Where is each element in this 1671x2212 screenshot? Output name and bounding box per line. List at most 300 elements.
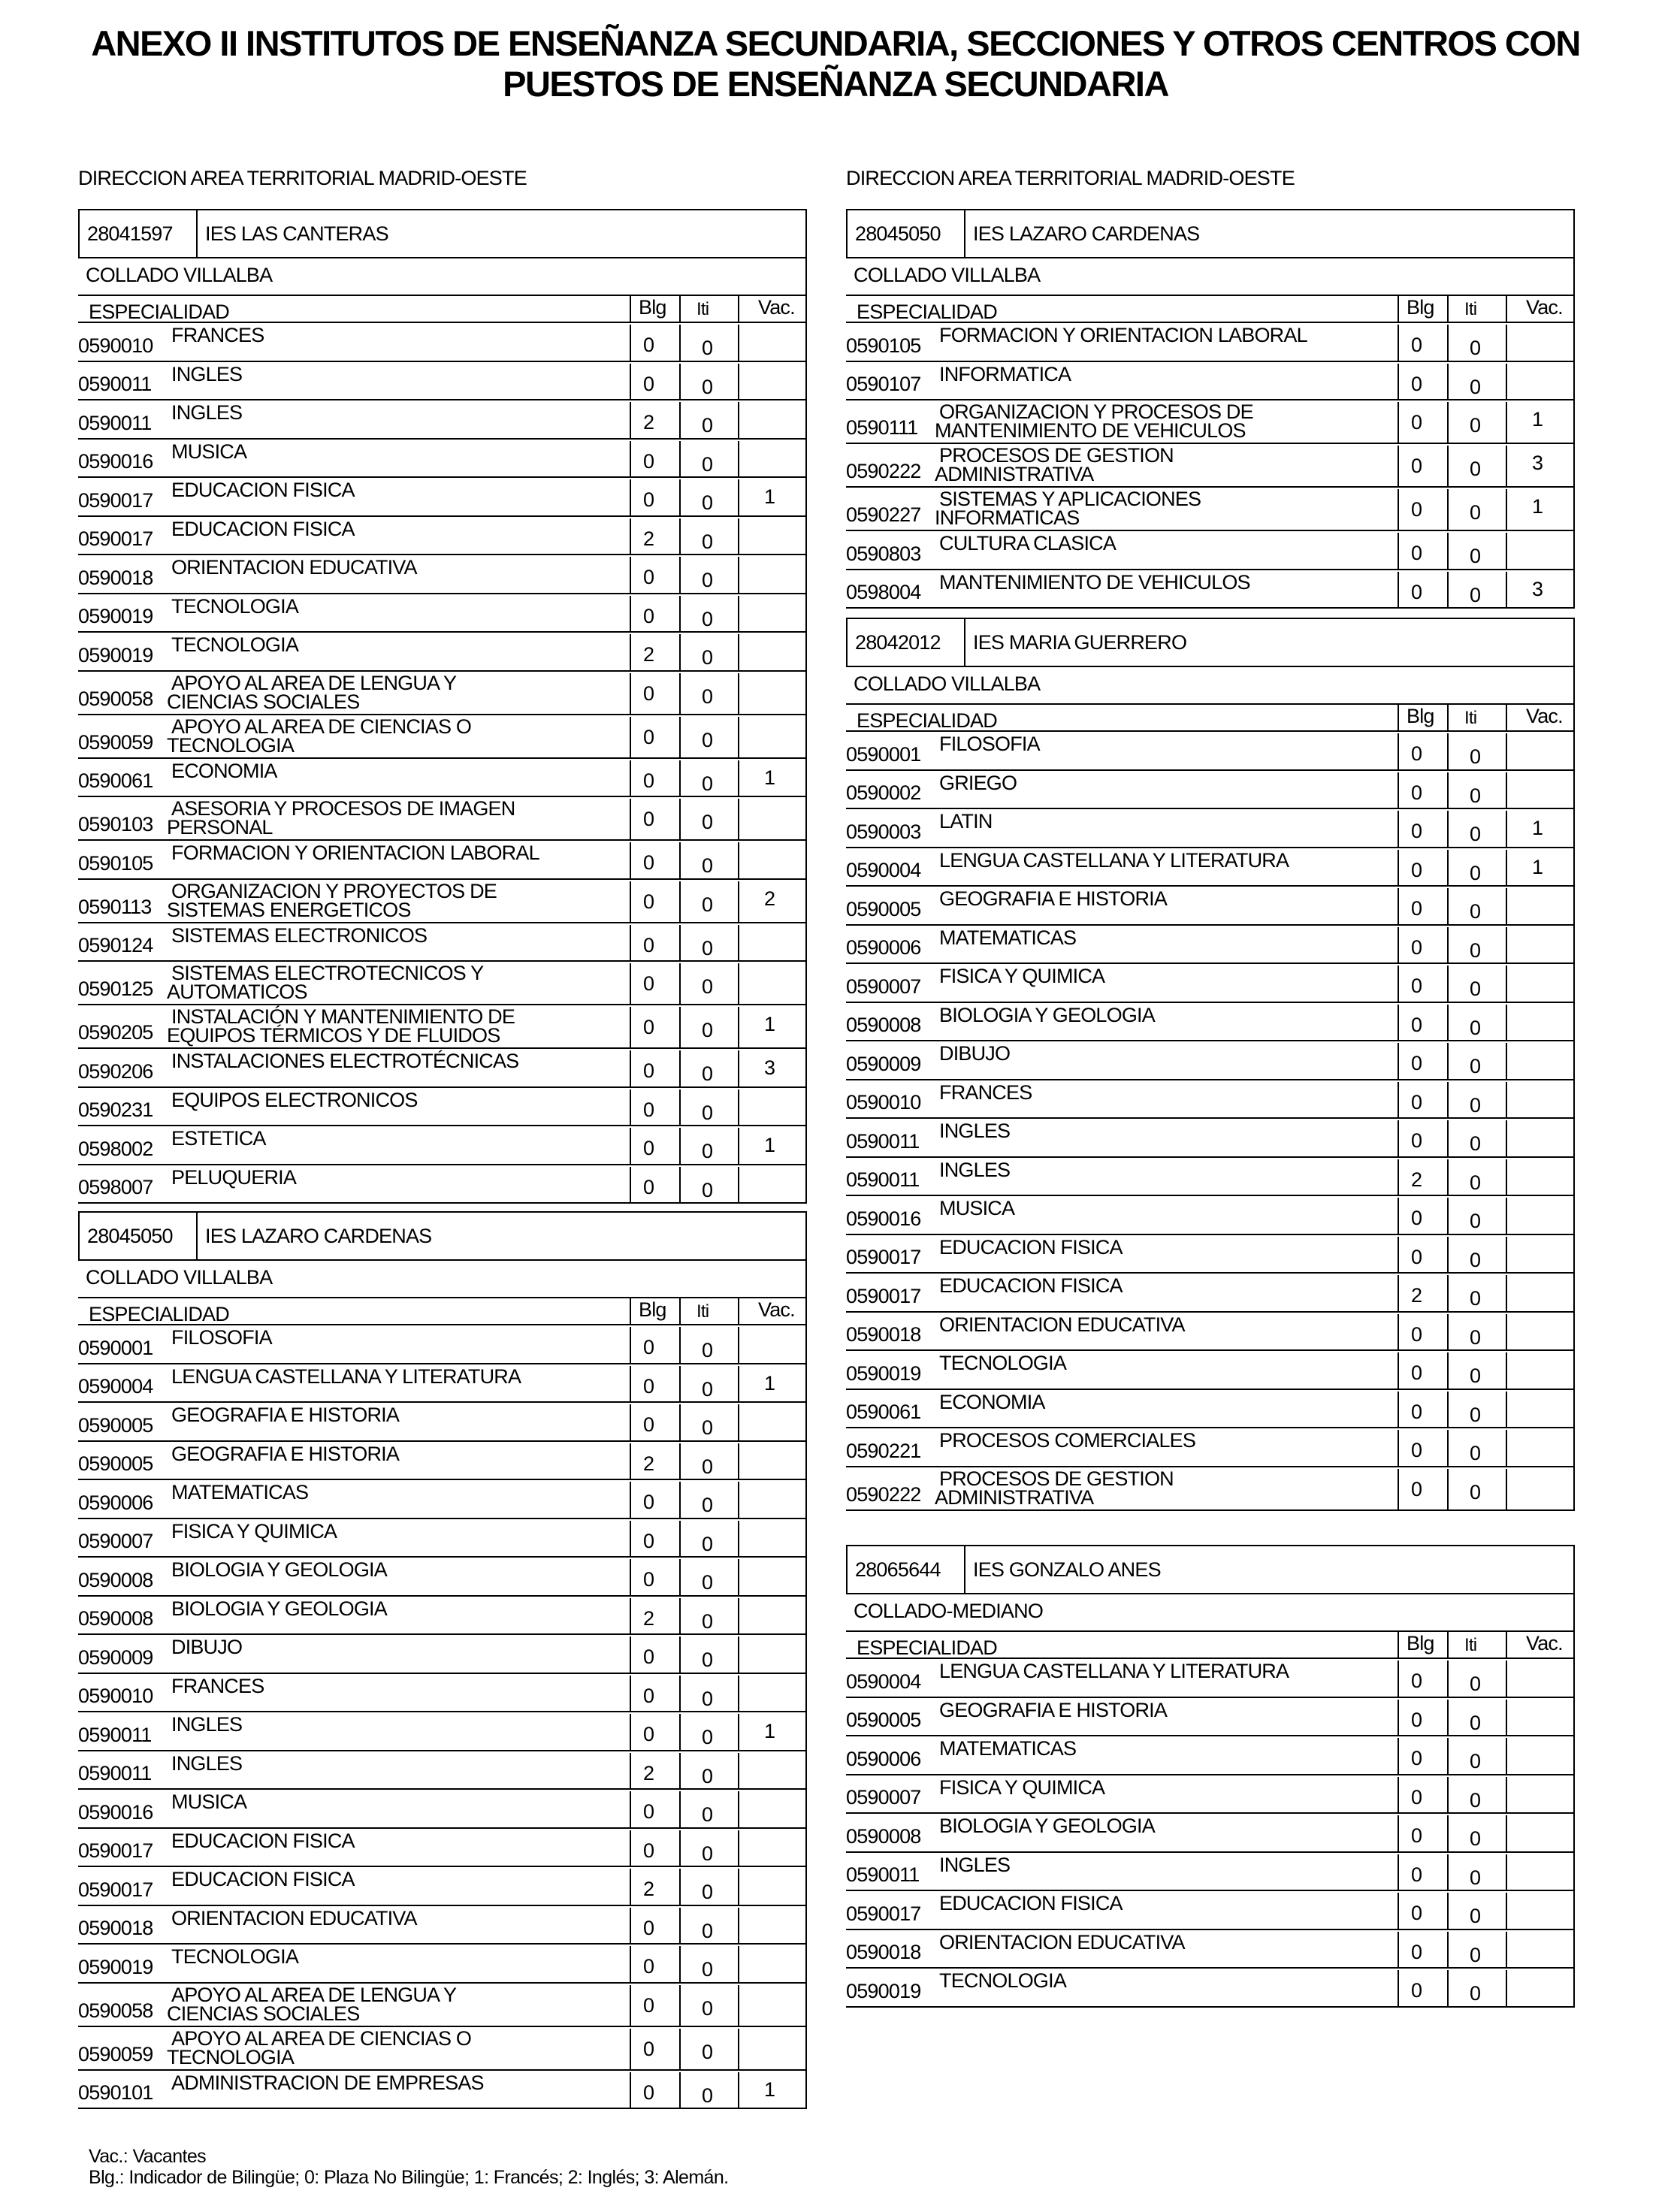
iti-value: 0: [1470, 1905, 1481, 1927]
divider: [738, 673, 739, 714]
iti-value: 0: [702, 1339, 713, 1361]
divider: [630, 1007, 631, 1047]
blg-value: 0: [643, 1336, 654, 1358]
direccion-label: DIRECCION AREA TERRITORIAL MADRID-OESTE: [846, 167, 1295, 189]
divider: [1398, 772, 1399, 808]
table-row: [846, 964, 1575, 1003]
divider: [738, 296, 739, 323]
especialidad-code: 0590005: [78, 1452, 153, 1475]
table-row: [78, 672, 807, 715]
center-name: IES LAZARO CARDENAS: [205, 1225, 432, 1247]
blg-value: 0: [643, 890, 654, 913]
blg-value: 0: [643, 1059, 654, 1082]
especialidad-name-cont: PERSONAL: [167, 816, 273, 839]
divider: [679, 1830, 681, 1866]
blg-value: 0: [1411, 1979, 1422, 2002]
vac-value: 1: [764, 1013, 775, 1035]
divider: [738, 1089, 739, 1126]
divider: [1447, 811, 1449, 847]
divider: [1447, 325, 1449, 361]
legend-bilingue: Blg.: Indicador de Bilingüe; 0: Plaza No Bilingüe; 1: Francés; 2: Inglés; 3: Alemán.: [89, 2167, 729, 2188]
especialidad-name: INFORMATICA: [939, 362, 1071, 385]
header-vac: Vac.: [758, 296, 795, 319]
vac-value: 3: [1532, 452, 1543, 474]
especialidad-name: APOYO AL AREA DE LENGUA Y: [171, 1983, 457, 2006]
divider: [679, 1521, 681, 1557]
divider: [679, 842, 681, 878]
especialidad-name-cont: MANTENIMIENTO DE VEHICULOS: [935, 419, 1246, 442]
divider: [1573, 323, 1575, 362]
divider: [738, 842, 739, 878]
blg-value: 0: [1411, 1400, 1422, 1423]
divider: [1447, 1932, 1449, 1968]
header-vac: Vac.: [1526, 705, 1563, 727]
especialidad-name: MUSICA: [171, 440, 247, 463]
divider: [738, 479, 739, 515]
especialidad-name: SISTEMAS ELECTROTECNICOS Y: [171, 962, 484, 984]
especialidad-name: GEOGRAFIA E HISTORIA: [939, 887, 1168, 910]
iti-value: 0: [1470, 1287, 1481, 1310]
especialidad-name: ORIENTACION EDUCATIVA: [939, 1313, 1185, 1336]
divider: [1573, 362, 1575, 401]
especialidad-name: PROCESOS DE GESTION: [939, 444, 1174, 467]
especialidad-name: INGLES: [171, 401, 243, 424]
divider: [1398, 1893, 1399, 1929]
especialidad-code: 0590061: [846, 1401, 921, 1423]
title-line-1: ANEXO II INSTITUTOS DE ENSEÑANZA SECUNDARIA, SECCIONES Y OTROS CENTROS CON: [91, 23, 1580, 63]
divider: [805, 1558, 807, 1597]
divider: [1506, 1430, 1507, 1466]
divider: [805, 400, 807, 440]
blg-value: 2: [643, 1878, 654, 1900]
divider: [1573, 705, 1575, 732]
especialidad-code: 0590059: [78, 730, 153, 754]
blg-value: 0: [643, 488, 654, 511]
especialidad-name: EDUCACION FISICA: [939, 1892, 1123, 1914]
especialidad-code: 0590011: [846, 1863, 920, 1886]
especialidad-code: 0590061: [78, 769, 153, 792]
divider: [738, 1869, 739, 1905]
divider: [630, 1443, 631, 1479]
especialidad-name: APOYO AL AREA DE CIENCIAS O: [171, 715, 472, 738]
vac-value: 2: [764, 887, 775, 910]
divider: [1506, 1352, 1507, 1389]
table-row: [846, 1659, 1575, 1698]
table-row: [78, 880, 807, 923]
divider: [1573, 809, 1575, 848]
blg-value: 2: [1411, 1284, 1422, 1307]
especialidad-name: MATEMATICAS: [939, 926, 1077, 949]
table-row: [78, 1519, 807, 1558]
especialidad-code: 0590009: [78, 1645, 153, 1669]
especialidad-code: 0590005: [846, 1709, 921, 1731]
especialidad-name: DIBUJO: [171, 1636, 243, 1658]
blg-value: 0: [1411, 975, 1422, 997]
divider: [738, 717, 739, 757]
locality-name: COLLADO VILLALBA: [86, 264, 273, 286]
header-especialidad: ESPECIALIDAD: [89, 301, 229, 323]
especialidad-code: 0590002: [846, 781, 921, 804]
blg-value: 0: [1411, 1902, 1422, 1924]
divider: [1573, 1390, 1575, 1429]
divider: [679, 1753, 681, 1789]
table-row: [846, 1003, 1575, 1042]
divider: [630, 717, 631, 757]
divider: [1447, 1469, 1449, 1509]
especialidad-name: INGLES: [939, 1853, 1011, 1876]
especialidad-code: 0590017: [846, 1284, 921, 1307]
blg-value: 0: [643, 1800, 654, 1823]
iti-value: 0: [702, 2040, 713, 2063]
divider: [679, 634, 681, 670]
divider: [1506, 1661, 1507, 1697]
divider: [679, 1946, 681, 1982]
especialidad-name: BIOLOGIA Y GEOLOGIA: [171, 1558, 387, 1581]
header-blg: Blg: [639, 296, 666, 319]
table-row: [846, 1158, 1575, 1197]
especialidad-name: LENGUA CASTELLANA Y LITERATURA: [939, 1660, 1289, 1682]
table-row: [78, 1165, 807, 1204]
divider: [738, 1676, 739, 1712]
divider: [1573, 1969, 1575, 2008]
blg-value: 0: [1411, 334, 1422, 356]
blg-value: 0: [1411, 1207, 1422, 1229]
blg-value: 0: [643, 1993, 654, 2017]
blg-value: 0: [1411, 1439, 1422, 1461]
divider: [738, 1908, 739, 1944]
iti-value: 0: [1470, 545, 1481, 567]
divider: [1506, 965, 1507, 1002]
iti-value: 0: [1470, 1248, 1481, 1271]
especialidad-code: 0590124: [78, 934, 153, 956]
divider: [1573, 1119, 1575, 1158]
iti-value: 0: [702, 452, 713, 476]
center-name: IES LAZARO CARDENAS: [973, 222, 1200, 245]
table-row: [78, 1480, 807, 1519]
divider: [1573, 1775, 1575, 1815]
center-code: 28045050: [87, 1225, 173, 1247]
divider: [679, 799, 681, 839]
divider: [738, 1521, 739, 1557]
blg-value: 0: [643, 1016, 654, 1038]
divider: [805, 517, 807, 556]
table-header: [846, 705, 1575, 732]
divider: [1447, 1082, 1449, 1118]
especialidad-code: 0590004: [846, 859, 921, 881]
divider: [630, 925, 631, 961]
divider: [738, 1327, 739, 1363]
divider: [1398, 1314, 1399, 1350]
divider: [78, 2108, 807, 2109]
vac-value: 1: [764, 766, 775, 789]
especialidad-name: INSTALACIONES ELECTROTÉCNICAS: [171, 1050, 519, 1072]
table-row: [78, 594, 807, 633]
iti-value: 0: [702, 1416, 713, 1439]
iti-value: 0: [1470, 1325, 1481, 1349]
divider: [1573, 926, 1575, 965]
especialidad-name-cont: AUTOMATICOS: [167, 981, 307, 1003]
divider: [805, 478, 807, 517]
table-row: [846, 1080, 1575, 1120]
especialidad-code: 0590125: [78, 978, 153, 1000]
divider: [1506, 1082, 1507, 1118]
divider: [1398, 1237, 1399, 1273]
divider: [964, 209, 965, 258]
table-row: [78, 1005, 807, 1049]
table-row: [78, 478, 807, 517]
blg-value: 0: [643, 2081, 654, 2104]
iti-value: 0: [1470, 1866, 1481, 1889]
divider: [1506, 1237, 1507, 1273]
divider: [738, 1753, 739, 1789]
divider: [805, 1829, 807, 1868]
table-row: [78, 1829, 807, 1868]
divider: [679, 402, 681, 438]
divider: [630, 364, 631, 400]
divider: [805, 440, 807, 479]
table-row: [846, 1891, 1575, 1930]
vac-value: 1: [1532, 495, 1543, 518]
divider: [1398, 364, 1399, 400]
divider: [1447, 1120, 1449, 1156]
divider: [1398, 402, 1399, 443]
header-especialidad: ESPECIALIDAD: [857, 709, 997, 732]
especialidad-code: 0590008: [846, 1824, 921, 1848]
table-row: [846, 362, 1575, 401]
divider: [738, 325, 739, 361]
blg-value: 0: [643, 1839, 654, 1862]
table-row: [78, 1867, 807, 1906]
divider: [630, 1985, 631, 2026]
especialidad-name: ASESORIA Y PROCESOS DE IMAGEN: [171, 797, 515, 820]
divider: [1398, 1430, 1399, 1466]
divider: [679, 1598, 681, 1634]
divider: [1506, 364, 1507, 400]
divider: [1573, 1467, 1575, 1511]
especialidad-code: 0590019: [78, 1955, 153, 1978]
divider: [738, 1443, 739, 1479]
especialidad-name-cont: SISTEMAS ENERGETICOS: [167, 898, 411, 921]
vac-value: 1: [764, 1371, 775, 1395]
iti-value: 0: [1470, 1210, 1481, 1232]
header-blg: Blg: [1407, 1632, 1434, 1654]
vac-value: 3: [764, 1056, 775, 1079]
especialidad-code: 0590011: [78, 1723, 152, 1746]
divider: [1447, 927, 1449, 963]
blg-value: 0: [1411, 1245, 1422, 1268]
especialidad-name: GRIEGO: [939, 771, 1017, 794]
divider: [679, 2072, 681, 2108]
divider: [1447, 1043, 1449, 1079]
especialidad-name: TECNOLOGIA: [171, 594, 299, 618]
divider: [679, 2029, 681, 2069]
iti-value: 0: [702, 375, 713, 398]
especialidad-code: 0590001: [78, 1336, 153, 1359]
especialidad-name: FILOSOFIA: [939, 733, 1040, 755]
header-iti: Iti: [697, 299, 709, 319]
especialidad-code: 0590007: [78, 1530, 153, 1552]
especialidad-code: 0590005: [78, 1413, 153, 1437]
table-row: [78, 1597, 807, 1636]
divider: [1398, 325, 1399, 361]
divider: [630, 1908, 631, 1944]
divider: [1447, 364, 1449, 400]
divider: [805, 258, 807, 296]
divider: [1398, 733, 1399, 769]
divider: [630, 1559, 631, 1595]
divider: [1398, 296, 1399, 323]
divider: [738, 1128, 739, 1164]
iti-value: 0: [1470, 1132, 1481, 1155]
iti-value: 0: [1470, 1442, 1481, 1464]
divider: [1447, 572, 1449, 608]
especialidad-code: 0590004: [78, 1375, 153, 1398]
center-header: [78, 209, 807, 258]
especialidad-name: FRANCES: [171, 1674, 264, 1697]
especialidad-name: BIOLOGIA Y GEOLOGIA: [939, 1815, 1155, 1837]
divider: [738, 1714, 739, 1750]
blg-value: 2: [1411, 1168, 1422, 1191]
divider: [196, 209, 198, 258]
divider: [1573, 1814, 1575, 1853]
iti-value: 0: [1470, 1093, 1481, 1117]
center-header: [78, 1211, 807, 1261]
divider: [679, 1443, 681, 1479]
divider: [1573, 531, 1575, 570]
divider: [738, 760, 739, 796]
divider: [1573, 1659, 1575, 1698]
divider: [630, 2072, 631, 2108]
blg-value: 0: [643, 769, 654, 792]
center-block: [78, 209, 807, 1204]
blg-value: 0: [1411, 1824, 1422, 1847]
table-row: [846, 1775, 1575, 1815]
especialidad-code: 0590221: [846, 1439, 921, 1462]
especialidad-code: 0590105: [78, 851, 153, 875]
divider: [1573, 1698, 1575, 1737]
header-blg: Blg: [639, 1298, 666, 1321]
especialidad-code: 0590010: [78, 1685, 153, 1707]
table-row: [846, 531, 1575, 570]
blg-value: 2: [643, 1606, 654, 1630]
divider: [1573, 1930, 1575, 1969]
especialidad-name: TECNOLOGIA: [171, 633, 299, 656]
iti-value: 0: [702, 1494, 713, 1516]
especialidad-code: 0590016: [846, 1207, 921, 1230]
iti-value: 0: [702, 1140, 713, 1162]
especialidad-code: 0590018: [846, 1323, 921, 1346]
divider: [1398, 1275, 1399, 1311]
especialidad-code: 0590101: [78, 2081, 153, 2104]
divider: [1447, 1970, 1449, 2006]
divider: [738, 1636, 739, 1673]
iti-value: 0: [702, 936, 713, 959]
header-especialidad: ESPECIALIDAD: [857, 301, 997, 323]
iti-value: 0: [702, 337, 713, 359]
table-row: [78, 1442, 807, 1481]
divider: [1573, 732, 1575, 771]
especialidad-code: 0590113: [78, 895, 152, 918]
divider: [630, 1753, 631, 1789]
blg-value: 0: [1411, 1052, 1422, 1074]
divider: [738, 441, 739, 477]
table-row: [846, 1119, 1575, 1158]
divider: [805, 715, 807, 759]
especialidad-code: 0590006: [846, 936, 921, 959]
especialidad-name: PELUQUERIA: [171, 1165, 297, 1189]
center-block: [846, 618, 1575, 1511]
divider: [78, 1202, 807, 1204]
especialidad-name: LENGUA CASTELLANA Y LITERATURA: [939, 848, 1289, 872]
vac-value: 1: [1532, 408, 1543, 431]
table-row: [78, 440, 807, 479]
table-row: [846, 848, 1575, 887]
especialidad-code: 0590010: [78, 334, 153, 357]
especialidad-code: 0590222: [846, 460, 921, 482]
divider: [1506, 1893, 1507, 1929]
divider: [1506, 1469, 1507, 1509]
divider: [805, 594, 807, 633]
divider: [1506, 1854, 1507, 1890]
blg-value: 2: [643, 411, 654, 434]
divider: [1506, 325, 1507, 361]
divider: [805, 672, 807, 715]
especialidad-code: 0590107: [846, 373, 921, 395]
divider: [679, 1482, 681, 1518]
divider: [679, 1404, 681, 1440]
divider: [738, 402, 739, 438]
iti-value: 0: [702, 772, 713, 795]
iti-value: 0: [1470, 978, 1481, 1000]
table-row: [78, 962, 807, 1005]
table-row: [846, 323, 1575, 362]
blg-value: 0: [643, 449, 654, 473]
center-locality: [846, 258, 1575, 296]
divider: [738, 925, 739, 961]
divider: [805, 797, 807, 841]
divider: [679, 1791, 681, 1827]
divider: [1447, 1738, 1449, 1774]
especialidad-code: 0590105: [846, 334, 921, 357]
divider: [1506, 1392, 1507, 1428]
divider: [679, 1714, 681, 1750]
blg-value: 0: [643, 1645, 654, 1668]
iti-value: 0: [1470, 1711, 1481, 1734]
divider: [738, 963, 739, 1004]
center-header: [846, 1545, 1575, 1594]
iti-value: 0: [702, 684, 713, 708]
divider: [1398, 1005, 1399, 1041]
divider: [805, 1165, 807, 1204]
blg-value: 0: [643, 604, 654, 627]
especialidad-name: EDUCACION FISICA: [939, 1235, 1123, 1259]
divider: [630, 963, 631, 1004]
divider: [630, 1598, 631, 1634]
divider: [805, 1049, 807, 1088]
especialidad-code: 0590005: [846, 897, 921, 920]
divider: [1506, 1777, 1507, 1813]
divider: [805, 1005, 807, 1049]
divider: [738, 1791, 739, 1827]
divider: [1573, 400, 1575, 444]
center-code: 28065644: [855, 1558, 941, 1581]
divider: [630, 634, 631, 670]
especialidad-name: EDUCACION FISICA: [171, 479, 355, 501]
blg-value: 0: [643, 725, 654, 748]
divider: [805, 1597, 807, 1636]
divider: [1447, 1632, 1449, 1659]
table-row: [78, 1558, 807, 1597]
